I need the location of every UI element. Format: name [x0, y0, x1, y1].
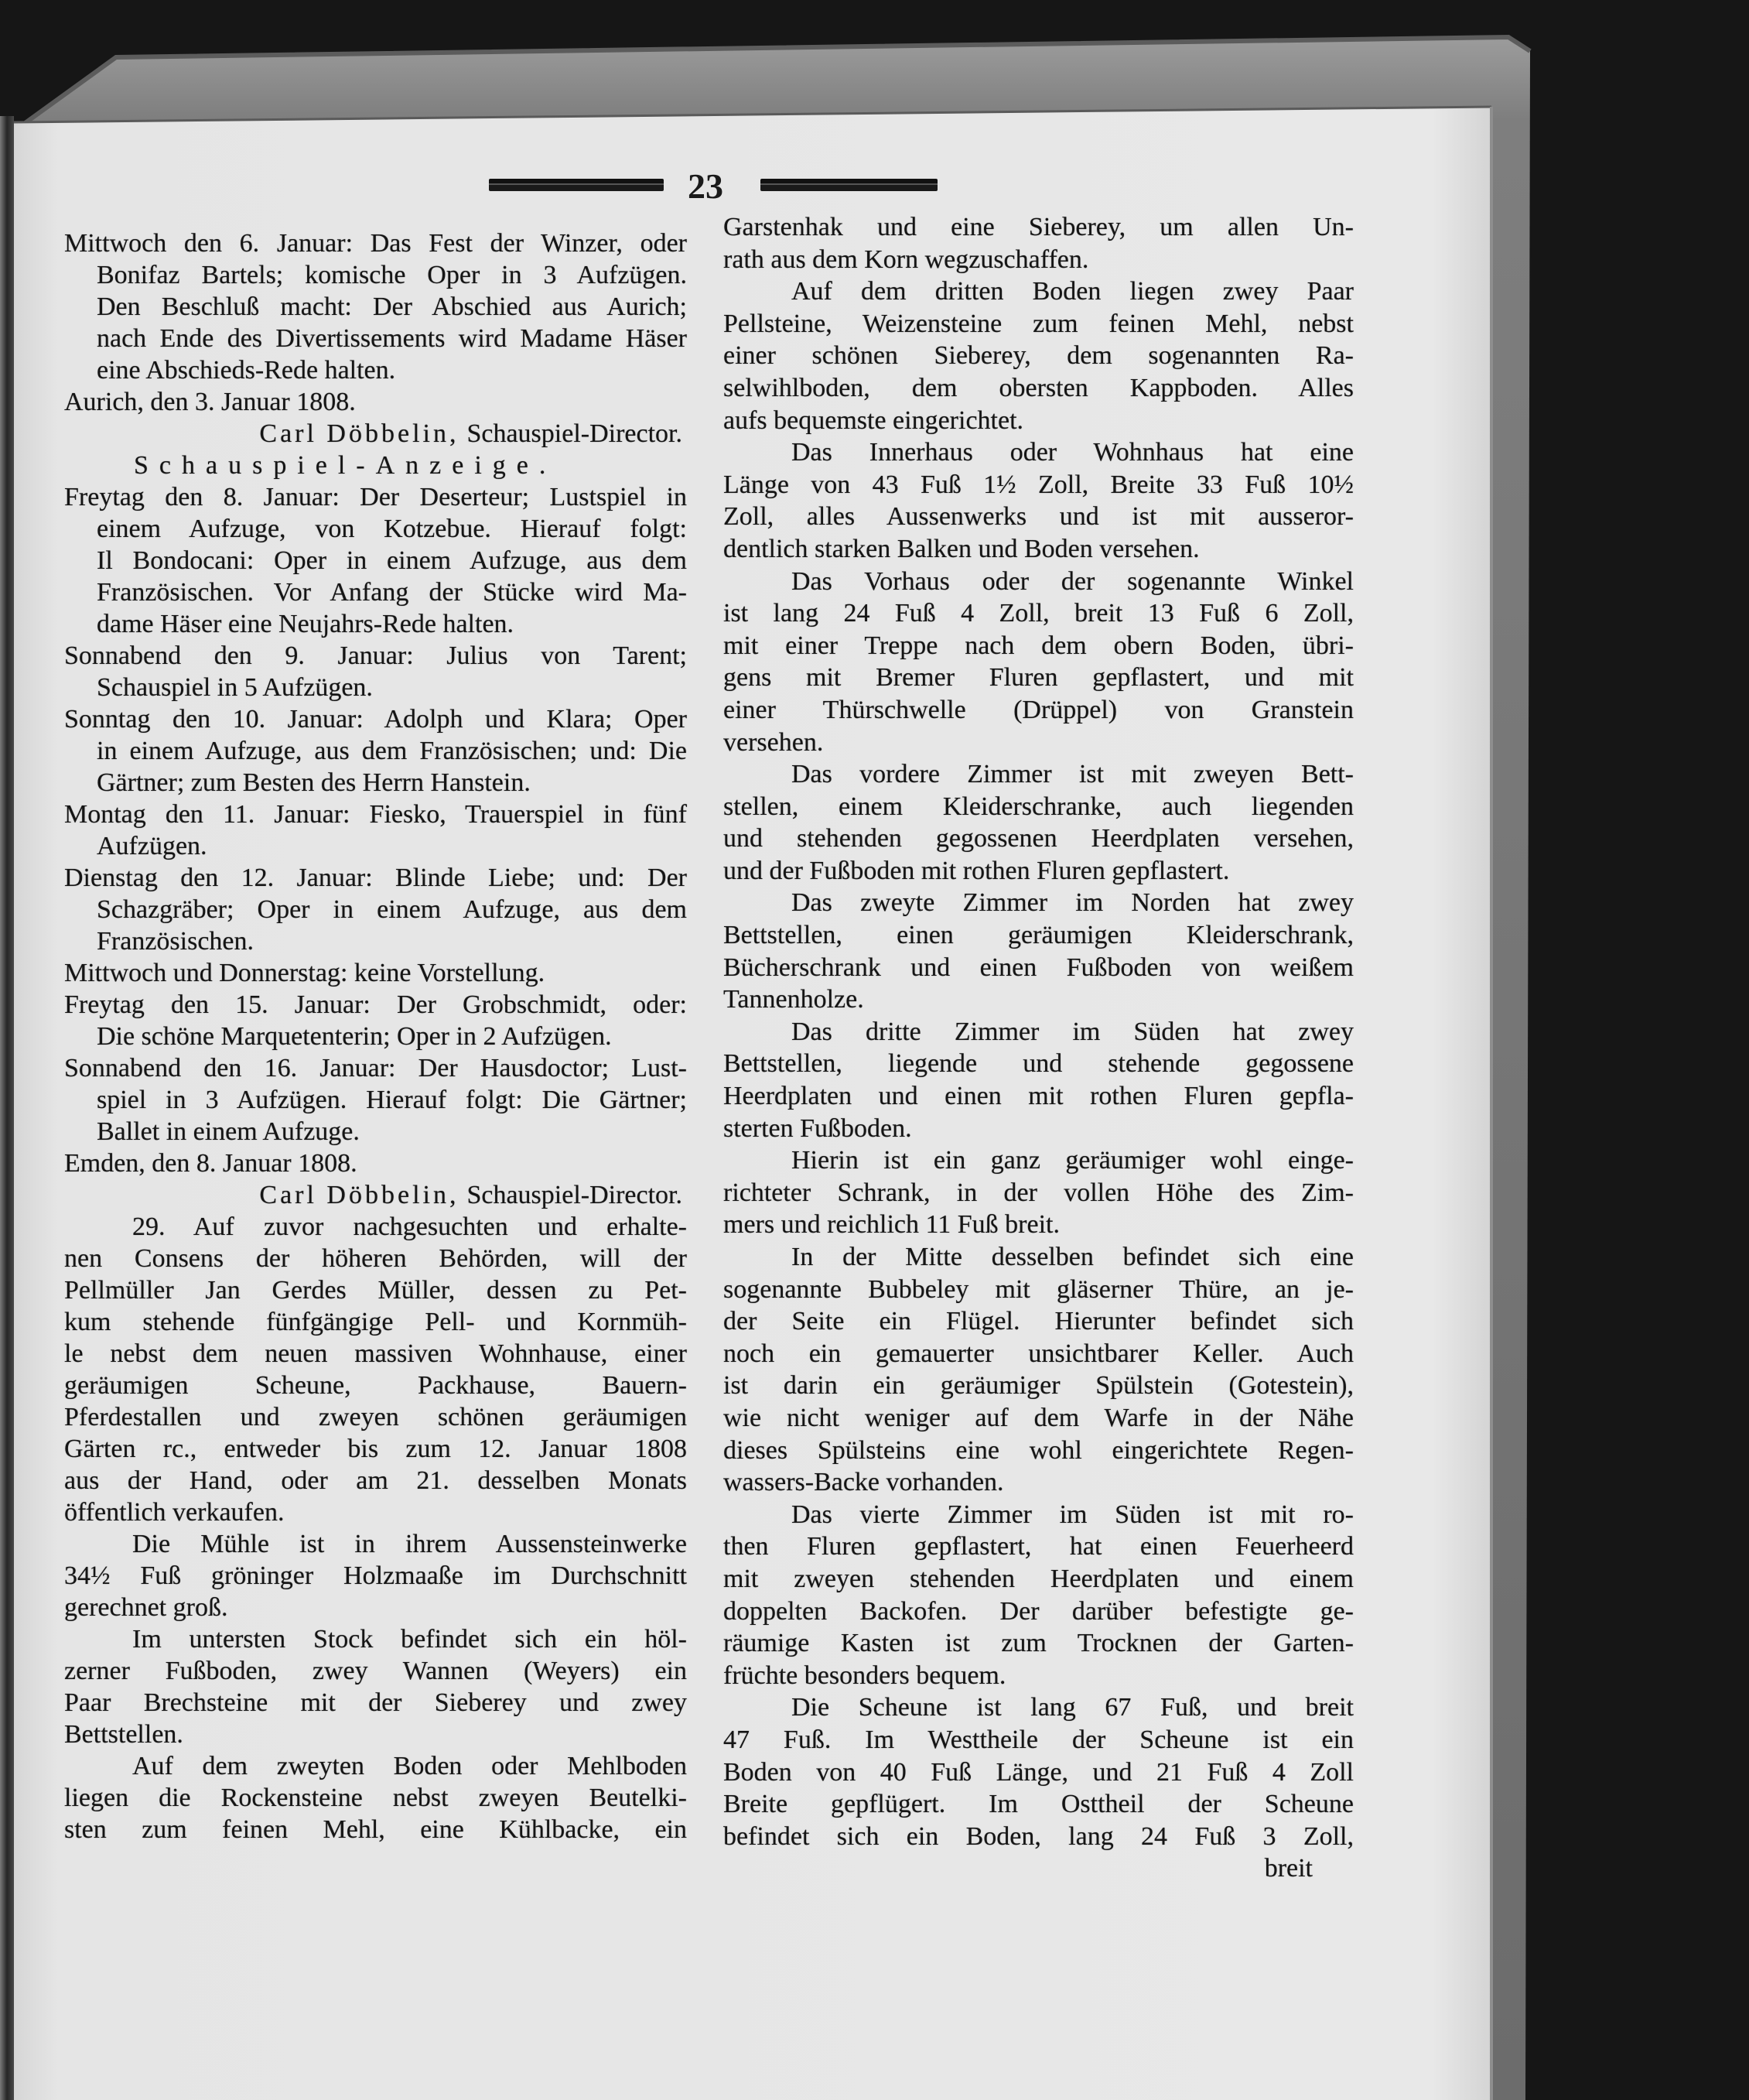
text-line: mit einer Treppe nach dem obern Boden, übri-: [723, 631, 1354, 660]
text-line: Dienstag den 12. Januar: Blinde Liebe; und: Der: [64, 864, 687, 892]
text-line: Paar Brechsteine mit der Sieberey und zwey: [64, 1688, 687, 1717]
text-line: gerechnet groß.: [64, 1593, 228, 1622]
text-line: In der Mitte desselben befindet sich eine: [791, 1243, 1354, 1271]
text-line: Il Bondocani: Oper in einem Aufzuge, aus dem: [97, 546, 687, 575]
text-line: Mittwoch den 6. Januar: Das Fest der Winzer, oder: [64, 229, 687, 258]
signature: [64, 418, 687, 450]
text-line: Bücherschrank und einen Fußboden von weißem: [723, 953, 1354, 982]
text-line: Auf dem dritten Boden liegen zwey Paar: [791, 277, 1354, 306]
text-line: Das Vorhaus oder der sogenannte Winkel: [791, 566, 1354, 596]
continued-paragraph: [723, 211, 1354, 275]
text-line: Aufzügen.: [97, 832, 207, 860]
text-line: Schazgräber; Oper in einem Aufzuge, aus dem: [97, 895, 687, 924]
schedule-entry: [64, 989, 687, 1052]
text-line: Im untersten Stock befindet sich ein höl-: [132, 1625, 687, 1654]
notice-paragraph: [723, 1144, 1354, 1241]
notice-paragraph: [723, 1691, 1354, 1852]
notice-paragraph: [723, 1016, 1354, 1144]
text-line: Breite gepflügert. Im Osttheil der Scheune: [723, 1790, 1354, 1819]
notice-paragraph: [64, 1528, 687, 1623]
dateline: Aurich, den 3. Januar 1808.: [64, 388, 356, 416]
text-line: doppelten Backofen. Der darüber befestigte ge-: [723, 1596, 1354, 1626]
signature-role: Schauspiel-Director.: [466, 1181, 682, 1209]
left-column: [64, 227, 687, 1845]
text-line: Schauspiel in 5 Aufzügen.: [97, 673, 373, 702]
text-line: dentlich starken Balken und Boden versehen.: [723, 534, 1200, 563]
text-line: 34½ Fuß gröninger Holzmaaße im Durchschnitt: [64, 1561, 687, 1590]
text-line: Den Beschluß macht: Der Abschied aus Aurich;: [97, 292, 687, 321]
text-line: Französischen.: [97, 927, 254, 956]
text-line: gens mit Bremer Fluren gepflastert, und mit: [723, 663, 1354, 693]
text-line: Die Mühle ist in ihrem Aussensteinwerke: [132, 1530, 687, 1558]
text-line: 47 Fuß. Im Westtheile der Scheune ist ein: [723, 1725, 1354, 1754]
text-line: wie nicht weniger auf dem Warfe in der Nähe: [723, 1403, 1354, 1432]
text-line: spiel in 3 Aufzügen. Hierauf folgt: Die Gärtner;: [97, 1086, 687, 1114]
text-line: stellen, einem Kleiderschranke, auch liegenden: [723, 792, 1354, 821]
text-line: mers und reichlich 11 Fuß breit.: [723, 1210, 1060, 1240]
text-line: Bettstellen.: [64, 1720, 183, 1749]
text-line: zerner Fußboden, zwey Wannen (Weyers) ein: [64, 1657, 687, 1685]
schedule-entry: [64, 862, 687, 957]
schedule-entry: [64, 703, 687, 799]
text-line: Freytag den 15. Januar: Der Grobschmidt, oder:: [64, 990, 687, 1019]
text-line: einer schönen Sieberey, dem sogenannten Ra-: [723, 341, 1354, 371]
text-line: Sonnabend den 16. Januar: Der Hausdoctor; Lust-: [64, 1054, 687, 1082]
notice-paragraph: [723, 566, 1354, 759]
text-line: then Fluren gepflastert, hat einen Feuerheerd: [723, 1532, 1354, 1561]
text-line: sogenannte Bubbeley mit gläserner Thüre, an je-: [723, 1274, 1354, 1304]
signature: [64, 1179, 687, 1211]
text-line: rath aus dem Korn wegzuschaffen.: [723, 245, 1089, 274]
text-line: ist lang 24 Fuß 4 Zoll, breit 13 Fuß 6 Zoll,: [723, 599, 1354, 628]
text-line: einem Aufzuge, von Kotzebue. Hierauf folgt:: [97, 515, 687, 543]
catchword: breit: [1264, 1854, 1313, 1883]
text-line: Auf dem zweyten Boden oder Mehlboden: [132, 1752, 687, 1780]
text-line: Bonifaz Bartels; komische Oper in 3 Aufzügen.: [97, 261, 687, 289]
signature-name: Carl Döbbelin,: [259, 1181, 459, 1209]
text-line: noch ein gemauerter unsichtbarer Keller. Auch: [723, 1339, 1354, 1368]
text-line: Gärtner; zum Besten des Herrn Hanstein.: [97, 768, 531, 797]
schedule-entry: [64, 227, 687, 386]
text-line: in einem Aufzuge, aus dem Französischen; und: Die: [97, 737, 687, 765]
text-line: geräumigen Scheune, Packhause, Bauern-: [64, 1371, 687, 1400]
text-line: sterten Fußboden.: [723, 1113, 912, 1143]
text-line: Die Scheune ist lang 67 Fuß, und breit: [791, 1693, 1354, 1722]
section-heading: Schauspiel-Anzeige.: [134, 451, 557, 480]
notice-paragraph: [723, 887, 1354, 1015]
notice-paragraph: [723, 436, 1354, 565]
text-line: Pellmüller Jan Gerdes Müller, dessen zu Pet-: [64, 1276, 687, 1305]
text-line: Tannenholze.: [723, 985, 864, 1014]
notice-paragraph: [723, 1499, 1354, 1692]
text-line: Pellsteine, Weizensteine zum feinen Mehl, nebst: [723, 309, 1354, 338]
text-line: kum stehende fünfgängige Pell- und Kornmüh-: [64, 1308, 687, 1336]
text-line: Ballet in einem Aufzuge.: [97, 1117, 360, 1146]
header-rule-right: [760, 179, 938, 191]
text-line: eine Abschieds-Rede halten.: [97, 356, 396, 385]
notice-paragraph: [64, 1623, 687, 1750]
text-line: Sonnabend den 9. Januar: Julius von Tarent;: [64, 641, 687, 670]
text-line: Das Innerhaus oder Wohnhaus hat eine: [791, 438, 1354, 467]
schedule-entry: [64, 640, 687, 703]
text-line: und stehenden gegossenen Heerdplaten versehen,: [723, 824, 1354, 853]
text-line: sten zum feinen Mehl, eine Kühlbacke, ein: [64, 1815, 687, 1844]
text-line: selwihlboden, dem obersten Kappboden. Alles: [723, 373, 1354, 402]
text-line: einer Thürschwelle (Drüppel) von Granstein: [723, 695, 1354, 724]
text-line: Sonntag den 10. Januar: Adolph und Klara; Oper: [64, 705, 687, 734]
notice-paragraph: [64, 1211, 687, 1528]
text-line: Bettstellen, liegende und stehende gegossene: [723, 1049, 1354, 1079]
right-column: [723, 211, 1354, 1885]
text-line: 29. Auf zuvor nachgesuchten und erhalte-: [132, 1212, 687, 1241]
schedule-entry: [64, 1052, 687, 1147]
schedule-entry: [64, 481, 687, 640]
text-line: aufs bequemste eingerichtet.: [723, 405, 1024, 435]
text-line: Länge von 43 Fuß 1½ Zoll, Breite 33 Fuß 10½: [723, 470, 1354, 499]
schedule-entry: [64, 957, 687, 989]
notice-paragraph: [723, 1241, 1354, 1499]
signature-role: Schauspiel-Director.: [466, 419, 682, 448]
text-line: Gärten rc., entweder bis zum 12. Januar 1808: [64, 1435, 687, 1463]
signature-name: Carl Döbbelin,: [259, 419, 459, 448]
text-line: versehen.: [723, 727, 824, 757]
text-line: Freytag den 8. Januar: Der Deserteur; Lustspiel in: [64, 483, 687, 511]
notice-paragraph: [64, 1750, 687, 1845]
text-line: dieses Spülsteins eine wohl eingerichtete Regen-: [723, 1435, 1354, 1465]
text-line: Das vordere Zimmer ist mit zweyen Bett-: [791, 760, 1354, 789]
text-line: ist darin ein geräumiger Spülstein (Gotestein),: [723, 1371, 1354, 1401]
text-line: dame Häser eine Neujahrs-Rede halten.: [97, 610, 514, 638]
notice-paragraph: [723, 758, 1354, 887]
text-line: befindet sich ein Boden, lang 24 Fuß 3 Zoll,: [723, 1821, 1354, 1851]
text-line: Französischen. Vor Anfang der Stücke wird Ma-: [97, 578, 687, 607]
text-line: Das zweyte Zimmer im Norden hat zwey: [791, 888, 1354, 918]
header-rule-left: [489, 179, 664, 191]
text-line: Heerdplaten und einen mit rothen Fluren gepfla-: [723, 1082, 1354, 1111]
text-line: der Seite ein Flügel. Hierunter befindet sich: [723, 1307, 1354, 1336]
text-line: Hierin ist ein ganz geräumiger wohl einge-: [791, 1146, 1354, 1175]
text-line: Bettstellen, einen geräumigen Kleiderschrank,: [723, 921, 1354, 950]
text-line: Zoll, alles Aussenwerks und ist mit ausseror-: [723, 502, 1354, 532]
text-line: Montag den 11. Januar: Fiesko, Trauerspiel in fünf: [64, 800, 687, 829]
text-line: Boden von 40 Fuß Länge, und 21 Fuß 4 Zoll: [723, 1757, 1354, 1787]
gutter-edge: [0, 116, 14, 2100]
text-line: richteter Schrank, in der vollen Höhe des Zim-: [723, 1178, 1354, 1207]
text-line: Das dritte Zimmer im Süden hat zwey: [791, 1017, 1354, 1046]
text-line: liegen die Rockensteine nebst zweyen Beutelki-: [64, 1784, 687, 1812]
page-number: 23: [688, 166, 723, 206]
notice-paragraph: [723, 275, 1354, 436]
text-line: Die schöne Marquetenterin; Oper in 2 Aufzügen.: [97, 1022, 612, 1051]
schedule-entry: [64, 799, 687, 862]
text-line: Das vierte Zimmer im Süden ist mit ro-: [791, 1500, 1354, 1529]
text-line: früchte besonders bequem.: [723, 1661, 1006, 1690]
text-line: öffentlich verkaufen.: [64, 1498, 285, 1527]
text-line: Garstenhak und eine Sieberey, um allen Un-: [723, 213, 1354, 241]
text-line: Pferdestallen und zweyen schönen geräumigen: [64, 1403, 687, 1431]
text-line: mit zweyen stehenden Heerdplaten und einem: [723, 1564, 1354, 1593]
text-line: räumige Kasten ist zum Trocknen der Garten-: [723, 1629, 1354, 1658]
text-line: le nebst dem neuen massiven Wohnhause, einer: [64, 1339, 687, 1368]
text-line: und der Fußboden mit rothen Fluren gepflastert.: [723, 856, 1230, 885]
text-line: nen Consens der höheren Behörden, will der: [64, 1244, 687, 1273]
text-line: nach Ende des Divertissements wird Madame Häser: [97, 324, 687, 353]
text-line: aus der Hand, oder am 21. desselben Monats: [64, 1466, 687, 1495]
text-line: Mittwoch und Donnerstag: keine Vorstellung.: [64, 959, 545, 987]
dateline: Emden, den 8. Januar 1808.: [64, 1149, 357, 1178]
text-line: wassers-Backe vorhanden.: [723, 1468, 1004, 1497]
